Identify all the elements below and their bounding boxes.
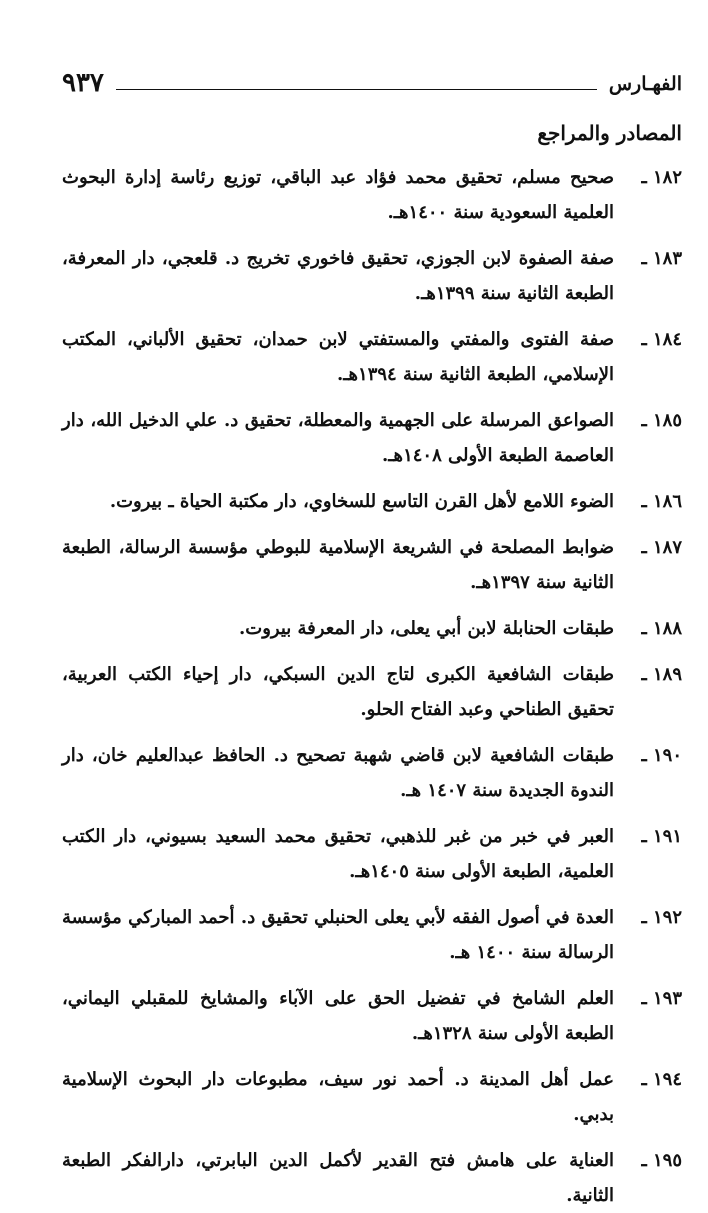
header-rule: [116, 89, 597, 90]
bibliography-entry: [62, 530, 682, 600]
bibliography-entry: [62, 403, 682, 473]
bibliography-entry: [62, 160, 682, 230]
entry-text: العدة في أصول الفقه لأبي يعلى الحنبلي تحقيق د. أحمد المباركي مؤسسة الرسالة سنة ١٤٠٠ هـ.: [62, 907, 614, 963]
bibliography-entry: [62, 322, 682, 392]
bibliography-entry: [62, 1143, 682, 1213]
bibliography-entry: [62, 738, 682, 808]
bibliography-entry: [62, 981, 682, 1051]
entry-text: الصواعق المرسلة على الجهمية والمعطلة، تحقيق د. علي الدخيل الله، دار العاصمة الطبعة الأولى ١٤٠٨هـ.: [62, 410, 614, 466]
bibliography-list: [62, 160, 682, 1213]
entry-number: ١٩٤ ـ: [641, 1069, 682, 1090]
entry-text: العناية على هامش فتح القدير لأكمل الدين البابرتي، دارالفكر الطبعة الثانية.: [62, 1150, 614, 1206]
entry-number: ١٨٩ ـ: [641, 664, 682, 685]
entry-text: ضوابط المصلحة في الشريعة الإسلامية للبوطي مؤسسة الرسالة، الطبعة الثانية سنة ١٣٩٧هـ.: [62, 537, 614, 593]
bibliography-entry: [62, 657, 682, 727]
entry-text: صحيح مسلم، تحقيق محمد فؤاد عبد الباقي، توزيع رئاسة إدارة البحوث العلمية السعودية سنة ١٤٠٠هـ.: [62, 167, 614, 223]
bibliography-entry: [62, 611, 682, 646]
bibliography-entry: [62, 900, 682, 970]
entry-text: الضوء اللامع لأهل القرن التاسع للسخاوي، دار مكتبة الحياة ـ بيروت.: [109, 491, 614, 512]
entry-text: طبقات الشافعية لابن قاضي شهبة تصحيح د. الحافظ عبدالعليم خان، دار الندوة الجديدة سنة ١٤٠٧ هـ.: [62, 745, 614, 801]
entry-number: ١٨٧ ـ: [641, 537, 682, 558]
entry-number: ١٩١ ـ: [641, 826, 682, 847]
entry-text: العلم الشامخ في تفضيل الحق على الآباء والمشايخ للمقبلي اليماني، الطبعة الأولى سنة ١٣٢٨هـ.: [62, 988, 614, 1044]
document-page: [62, 58, 682, 1206]
entry-text: عمل أهل المدينة د. أحمد نور سيف، مطبوعات دار البحوث الإسلامية بدبي.: [62, 1069, 614, 1125]
entry-text: العبر في خبر من غبر للذهبي، تحقيق محمد السعيد بسيوني، دار الكتب العلمية، الطبعة الأولى سنة ١٤٠٥هـ.: [62, 826, 614, 882]
entry-number: ١٩٢ ـ: [641, 907, 682, 928]
entry-number: ١٨٢ ـ: [641, 167, 682, 188]
running-header-title: الفهـارس: [608, 73, 682, 95]
entry-number: ١٨٨ ـ: [641, 618, 682, 639]
entry-number: ١٨٤ ـ: [641, 329, 682, 350]
entry-text: طبقات الحنابلة لابن أبي يعلى، دار المعرفة بيروت.: [238, 618, 614, 639]
running-header: [62, 58, 682, 98]
entry-number: ١٩٥ ـ: [641, 1150, 682, 1171]
bibliography-entry: [62, 484, 682, 519]
entry-text: صفة الصفوة لابن الجوزي، تحقيق فاخوري تخريج د. قلعجي، دار المعرفة، الطبعة الثانية سنة ١٣٩٩هـ.: [62, 248, 614, 304]
entry-number: ١٨٥ ـ: [641, 410, 682, 431]
bibliography-entry: [62, 241, 682, 311]
entry-number: ١٨٦ ـ: [641, 491, 682, 512]
entry-number: ١٨٣ ـ: [641, 248, 682, 269]
entry-text: صفة الفتوى والمفتي والمستفتي لابن حمدان، تحقيق الألباني، المكتب الإسلامي، الطبعة الثانية سنة ١٣٩٤هـ.: [62, 329, 614, 385]
page-number: ٩٣٧: [62, 68, 104, 98]
entry-number: ١٩٣ ـ: [641, 988, 682, 1009]
bibliography-entry: [62, 819, 682, 889]
section-heading: المصادر والمراجع: [537, 121, 682, 145]
entry-number: ١٩٠ ـ: [641, 745, 682, 766]
entry-text: طبقات الشافعية الكبرى لتاج الدين السبكي، دار إحياء الكتب العربية، تحقيق الطناحي وعبد الفتاح الحلو.: [62, 664, 614, 720]
bibliography-entry: [62, 1062, 682, 1132]
